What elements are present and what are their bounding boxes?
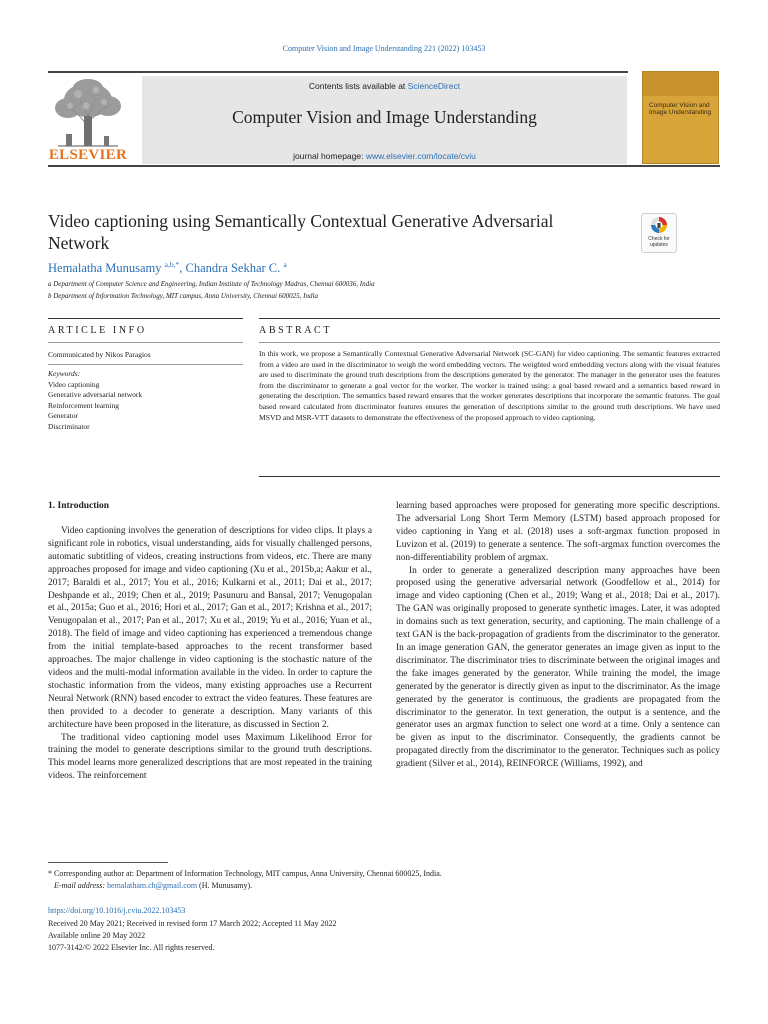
copyright-line: 1077-3142/© 2022 Elsevier Inc. All rights reserved.: [48, 943, 215, 952]
author-list: [48, 260, 648, 276]
homepage-link[interactable]: www.elsevier.com/locate/cviu: [365, 151, 476, 161]
email-label: E-mail address:: [54, 881, 106, 890]
online-date: Available online 20 May 2022: [48, 931, 146, 940]
body-paragraph: Video captioning involves the generation of descriptions for video clips. It plays a significant role in robotics, visual understanding, aids for visually challenged persons, automatic subtitling of videos, creating instructions from videos, etc. There are many approaches proposed for image and video captioning (Xu et al., 2015b,a; Aakur et al., 2017; Baraldi et al., 2017; You et al., 2016; Kulkarni et al., 2011; Dai et al., 2017; Deshpande et al., 2019; Chen et al., 2019; Pasunuru and Bansal, 2017; Venugopalan et al., 2015a; Guo et al., 2016; Hori et al., 2017; Gan et al., 2017; Krishna et al., 2017; Venugopalan et al., 2017; Pan et al., 2017; Xu et al., 2019; Yu et al., 2016; Yuan et al., 2018). The field of image and video captioning has experienced a tremendous change from the initial template-based approaches to the recent transformer based approaches. The major challenge in video captioning is the stochastic nature of the videos and the multi-modal information available in the video. In order to capture the stochastic information from the videos, many existing approaches use a Recurrent Neural Network (RNN) based encoder to extract the video features. These features are then provided to a decoder to generate a description. Many variants of this architecture have been proposed in the literature, as discussed in Section 2.: [48, 526, 372, 730]
journal-reference[interactable]: Computer Vision and Image Understanding 221 (2022) 103453: [282, 44, 486, 53]
abstract-bottom-rule: [259, 476, 720, 477]
affiliation-b: b Department of Information Technology, MIT campus, Anna University, Chennai 600025, India: [48, 292, 318, 300]
doi-link[interactable]: https://doi.org/10.1016/j.cviu.2022.103453: [48, 906, 186, 915]
author-separator: ,: [179, 261, 186, 276]
footnote: [48, 868, 728, 892]
author-affiliation-marks: a,b,*: [164, 260, 180, 269]
author-name[interactable]: Hemalatha Munusamy: [48, 261, 162, 276]
paper-title: Video captioning using Semantically Contextual Generative Adversarial Network: [48, 211, 554, 253]
keyword: Generator: [48, 411, 78, 420]
publication-history: [48, 918, 337, 954]
elsevier-tree-icon: [48, 76, 128, 148]
journal-title: Computer Vision and Image Understanding: [232, 107, 537, 127]
body-paragraph: In order to generate a generalized description many approaches have been proposed using the generative adversarial network (Goodfellow et al., 2014) for image and video captioning (Chen et al., 2019; Wang et al., 2018; Dai et al., 2017). The GAN was originally proposed to generate synthetic images. Later, it was adopted in domains such as text generation, security, and captioning. The main challenge of a text GAN is the back-propagation of gradients from the discriminator to the generator. In an image generation GAN, the generator generates an image given as input to the discriminator. The discriminator tries to discriminate between the original images and the fake images generated by the generator. While training the model, the image generated by the generator is directly given as input to the discriminator. As the image generated by the generator is continuous, the gradients are propagated from the discriminator to the generator. In text generation, the output is a sentence, and the generator uses an argmax function to select one word at a time. Only a sentence can be given as input to the discriminator. Consequently, the gradients cannot be propagated directly from the discriminator to the generator. Techniques such as policy gradient (Silver et al., 2014), REINFORCE (Williams, 1992), and: [396, 565, 720, 770]
journal-cover-image: [642, 71, 719, 164]
affiliation-a: a Department of Computer Science and Engineering, Indian Institute of Technology Madras, Chennai 600036, India: [48, 280, 375, 288]
abstract-divider: [259, 342, 720, 343]
email-suffix: (H. Munusamy).: [197, 881, 253, 890]
body-column-left: [48, 500, 372, 783]
corresponding-author-note: * Corresponding author at: Department of Information Technology, MIT campus, Anna University, Chennai 600025, India.: [48, 869, 442, 878]
body-paragraph: learning based approaches were proposed for generating more specific descriptions. The adversarial Long Short Term Memory (LSTM) based approach proposed for video captioning in Yang et al. (2018) uses a soft-argmax function proposed in Luvizon et al. (2019) to generate a sentence. The soft-argmax function overcomes the non-differentiability problem of argmax.: [396, 501, 720, 563]
sciencedirect-link[interactable]: ScienceDirect: [407, 81, 461, 91]
body-column-right: [396, 500, 720, 771]
received-dates: Received 20 May 2021; Received in revised form 17 March 2022; Accepted 11 May 2022: [48, 919, 337, 928]
author-affiliation-marks: a: [283, 260, 287, 269]
check-updates-label: Check for updates: [648, 236, 670, 248]
keywords-divider: [48, 364, 243, 365]
article-info-heading: ARTICLE INFO: [48, 325, 147, 336]
elsevier-wordmark: ELSEVIER: [48, 147, 128, 163]
check-updates-icon: [642, 214, 676, 236]
cover-title: Computer Vision and Image Understanding: [649, 102, 712, 116]
abstract-text: In this work, we propose a Semantically Contextual Generative Adversarial Network (SC-GAN) for video captioning. The semantic features extracted from a video are used in the discriminator to weigh the word embedding vectors. The weighted word embedding vectors along with the visual features are used to discriminate the ground truth descriptions from the descriptions generated by the generator. The manager in the generator uses the features from the discriminator to generate a goal vector for the worker. The worker is trained using: a goal based reward and a semantics based reward in generating the description. The semantics based reward ensures that the worker generates descriptions that incorporate the semantic features. The goal based reward calculated from discriminator features ensures the generation of descriptions similar to the ground truth descriptions. We have used MSVD and MSR-VTT datasets to demonstrate the effectiveness of the proposed approach to video captioning.: [259, 349, 720, 422]
contents-prefix: Contents lists available at: [308, 81, 408, 91]
keywords-label: Keywords:: [48, 369, 81, 378]
keyword: Reinforcement learning: [48, 400, 120, 410]
section-heading-introduction: 1. Introduction: [48, 501, 110, 511]
footnote-rule: [48, 862, 168, 863]
body-paragraph: The traditional video captioning model uses Maximum Likelihood Error for training the model to generate descriptions similar to the ground truth descriptions. This model learns more generalized descriptions that are most repeated in the training videos. The reinforcement: [48, 732, 372, 782]
communicated-by: Communicated by Nikos Paragios: [48, 350, 151, 359]
abstract-heading: ABSTRACT: [259, 325, 333, 336]
keyword: Video captioning: [48, 379, 100, 389]
keywords-block: [48, 369, 142, 432]
masthead-top-rule: [48, 71, 628, 73]
keyword: Discriminator: [48, 421, 90, 431]
cover-band: [643, 72, 719, 96]
journal-homepage-line: [142, 151, 627, 161]
masthead-bottom-rule: [48, 165, 720, 167]
homepage-prefix: journal homepage:: [293, 151, 366, 161]
article-info-top-rule: [48, 318, 243, 319]
contents-available-line: [142, 81, 627, 91]
email-line: [48, 880, 728, 892]
abstract-top-rule: [259, 318, 720, 319]
author-name[interactable]: Chandra Sekhar C.: [185, 261, 281, 276]
article-info-divider: [48, 342, 243, 343]
elsevier-logo: [48, 76, 128, 164]
keyword: Generative adversarial network: [48, 390, 143, 399]
email-link[interactable]: hemalatham.ch@gmail.com: [107, 881, 198, 890]
check-for-updates-button[interactable]: [641, 213, 677, 253]
